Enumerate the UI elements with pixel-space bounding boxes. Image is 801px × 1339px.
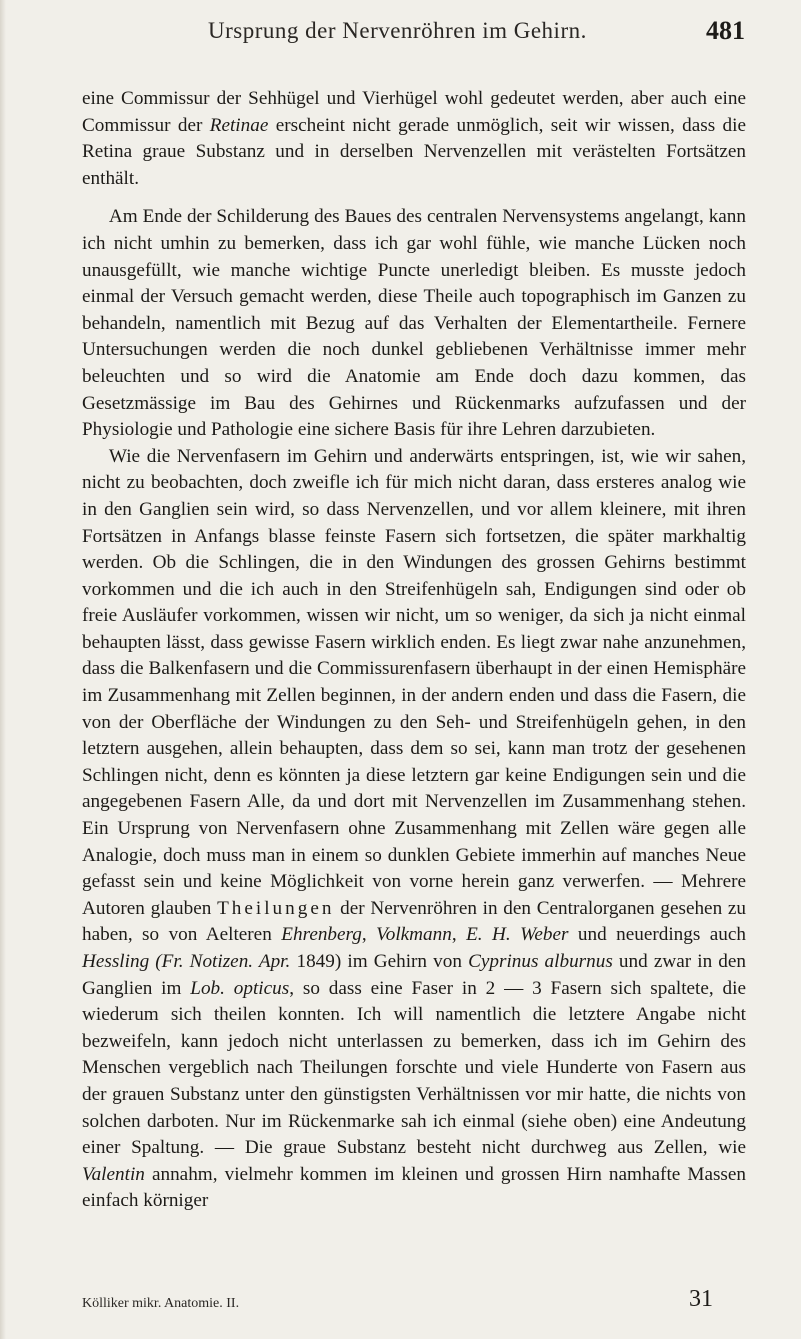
text-run: eine Commissur der Sehhügel und Vierhügel wohl gedeutet werden, aber auch eine Commissur der [82, 88, 746, 136]
spaced-term: Theilungen [217, 897, 335, 919]
paragraph-2: Am Ende der Schilderung des Baues des centralen Nervensystems angelangt, kann ich nicht umhin zu bemerken, dass ich gar wohl fühle, wie manche Lücken noch unausgefüllt, wie manche wichtige Puncte unerledigt bleiben. Es musste jedoch einmal der Versuch gemacht werden, diese Theile auch topographisch im Ganzen zu behandeln, namentlich mit Bezug auf das Verhalten der Elementartheile. Fernere Untersuchungen werden die noch dunkel gebliebenen Verhältnisse immer mehr beleuchten und so wird die Anatomie am Ende doch dazu kommen, das Gesetzmässige im Bau des Gehirnes und Rückenmarks aufzufassen und der Physiologie und Pathologie eine sichere Basis für ihre Lehren darzubieten. [82, 206, 746, 441]
page-header [150, 18, 753, 58]
text-run: 1849) im Gehirn von [296, 951, 469, 972]
text-run: erscheint nicht gerade unmöglich, seit wir wissen, dass die Retina graue Substanz und in derselben Nervenzellen mit verästelten Fortsätzen enthält. [82, 114, 746, 189]
author-name: E. H. Weber [466, 924, 569, 946]
running-head: Ursprung der Nervenröhren im Gehirn. [208, 18, 587, 43]
paragraph-1 [82, 86, 746, 192]
text-run: , [451, 924, 467, 946]
text-run: und neuerdings auch [568, 924, 746, 946]
citation: Hessling (Fr. Notizen. Apr. [82, 951, 291, 972]
author-name: Valentin [82, 1163, 145, 1185]
text-run: , so dass eine Faser in 2 — 3 Fasern sich spaltete, die wiederum sich theilen konnten. Ich will namentlich die letztere Angabe nicht bezweifeln, kann jedoch nicht unterlassen zu bemerken, dass ich im Gehirn des Menschen vergeblich nach Theilungen forschte und viele Hunderte von Fasern aus der grauen Substanz unter den günstigsten Verhältnissen vor mir hatte, die nichts von solchen darboten. Nur im Rückenmarke sah ich einmal (siehe oben) eine Andeutung einer Spaltung. — Die graue Substanz besteht nicht durchweg aus Zellen, wie [82, 977, 746, 1159]
body-text [82, 86, 746, 1215]
text-run: und zwar in den Ganglien im [82, 951, 746, 999]
anatomy-term: Lob. opticus [190, 977, 290, 999]
page-number: 481 [706, 16, 745, 45]
text-run: , [361, 924, 377, 946]
author-name: Volkmann [376, 924, 452, 946]
author-name: Ehrenberg [281, 924, 362, 946]
page-footer [82, 1286, 713, 1322]
species-name: Cyprinus alburnus [468, 951, 613, 972]
signature-mark: 31 [689, 1286, 713, 1312]
text-run: Wie die Nervenfasern im Gehirn und anderwärts entspringen, ist, wie wir sahen, nicht zu beobachten, doch zweifle ich für mich nicht daran, dass ersteres analog wie in den Ganglien sein wird, so dass Nervenzellen, und vor allem kleinere, mit ihren Fortsätzen in Anfangs blasse feinste Fasern sich fortsetzen, die später markhaltig werden. Ob die Schlingen, die in den Windungen des grossen Gehirns bestimmt vorkommen und die ich auch in den Streifenhügeln sah, Endigungen sind oder ob freie Ausläufer vorkommen, wissen wir nicht, um so weniger, da sich ja nicht einmal behaupten lässt, dass gewisse Fasern wirklich enden. Es liegt zwar nahe anzunehmen, dass die Balkenfasern und die Commissurenfasern überhaupt in der einen Hemisphäre im Zusammenhang mit Zellen beginnen, in der andern enden und dass die Fasern, die von der Oberfläche der Windungen zu den Seh- und Streifenhügeln gehen, in den letztern ausgehen, allein behaupten, dass dem so sei, kann man trotz der gesehenen Schlingen nicht, denn es könnten ja diese letztern gar keine Endigungen sein und die angegebenen Fasern Alle, da und dort mit Nervenzellen im Zusammenhang stehen. Ein Ursprung von Nervenfasern ohne Zusammenhang mit Zellen wäre gegen alle Analogie, doch muss man in einem so dunklen Gebiete immerhin auf manches Neue gefasst sein und keine Möglichkeit von vorne herein ganz verwerfen. — Mehrere Autoren glauben [82, 445, 746, 919]
text-run: annahm, vielmehr kommen im kleinen und grossen Hirn namhafte Massen einfach körniger [82, 1163, 746, 1212]
paragraph-3 [82, 444, 746, 1215]
printer-signature: Kölliker mikr. Anatomie. II. [82, 1296, 240, 1311]
text-run: der Nervenröhren in den Centralorganen gesehen zu haben, so von Aelteren [82, 897, 746, 946]
page-edge-shadow [0, 0, 6, 1339]
italic-term: Retinae [209, 114, 269, 136]
